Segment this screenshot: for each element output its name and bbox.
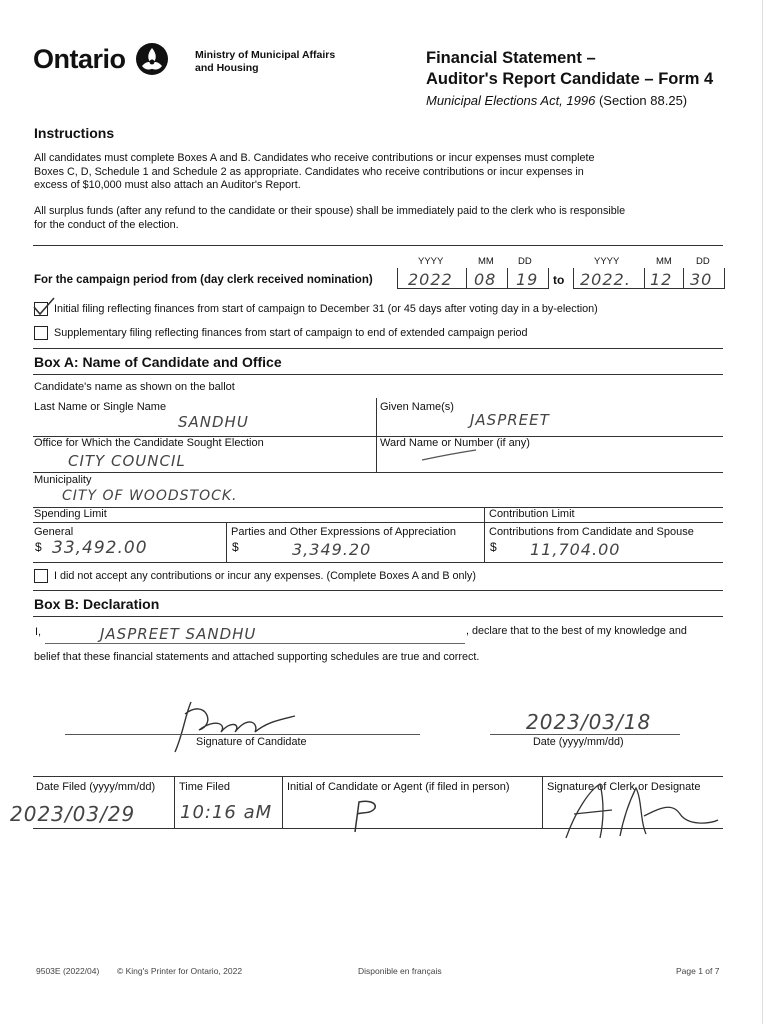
trillium-icon [135, 42, 169, 76]
general-divider [226, 522, 227, 562]
ministry-line-2: and Housing [195, 62, 259, 74]
act-reference [426, 90, 713, 111]
period-label: For the campaign period from (day clerk received nomination) [34, 274, 373, 286]
box-a-heading-rule [33, 374, 723, 375]
signature-line [65, 734, 420, 735]
checkmark-icon [30, 296, 56, 318]
filed-top-rule [33, 776, 723, 777]
footer-french-available: Disponible en français [358, 966, 442, 976]
box-b-heading-rule [33, 616, 723, 617]
date-line [490, 734, 680, 735]
general-label: General [34, 526, 74, 538]
contributions-label: Contributions from Candidate and Spouse [489, 526, 694, 538]
from-year-value: 2022 [408, 270, 453, 289]
ministry-line-1: Ministry of Municipal Affairs [195, 49, 336, 61]
initial-label: Initial of Candidate or Agent (if filed in person) [287, 781, 510, 793]
ontario-logo [33, 44, 126, 75]
declaration-date-value[interactable]: 2023/03/18 [526, 710, 652, 734]
initial-value[interactable] [345, 796, 385, 839]
box-b-top-rule [33, 590, 723, 591]
no-contributions-checkbox[interactable] [34, 569, 48, 583]
period-dd-header-from: DD [518, 256, 532, 267]
general-value[interactable]: 33,492.00 [52, 538, 148, 558]
municipality-value[interactable]: CITY OF WOODSTOCK. [62, 488, 238, 504]
filed-divider-1 [174, 776, 175, 828]
parties-divider [484, 507, 485, 562]
municipality-row-rule [33, 507, 723, 508]
contribution-limit-label: Contribution Limit [489, 508, 575, 520]
given-name-label: Given Name(s) [380, 401, 454, 413]
office-row-rule [33, 472, 723, 473]
supplementary-filing-checkbox[interactable] [34, 326, 48, 340]
contributions-currency: $ [490, 540, 497, 554]
instructions-p1-line2: Boxes C, D, Schedule 1 and Schedule 2 as appropriate. Candidates who receive contributions or incur expenses in [34, 165, 584, 178]
box-a-top-rule [33, 348, 723, 349]
act-section: (Section 88.25) [598, 93, 688, 108]
period-yyyy-header-from: YYYY [418, 256, 444, 267]
instructions-heading: Instructions [34, 125, 115, 141]
limit-subrule [33, 522, 723, 523]
ministry-name [195, 49, 335, 75]
given-name-value[interactable]: JASPREET [470, 411, 550, 429]
parties-label: Parties and Other Expressions of Appreciation [231, 526, 457, 538]
instructions-p1-line3: excess of $10,000 must also attach an Auditor's Report. [34, 179, 301, 191]
time-filed-label: Time Filed [179, 781, 230, 793]
period-mm-header-to: MM [656, 256, 672, 267]
last-name-label: Last Name or Single Name [34, 401, 167, 413]
to-year-value: 2022. [580, 270, 631, 289]
period-yyyy-header-to: YYYY [594, 256, 620, 267]
period-dd-header-to: DD [696, 256, 710, 267]
declare-text: , declare that to the best of my knowledge and [466, 625, 687, 637]
instructions-p2-line1: All surplus funds (after any refund to the candidate or their spouse) shall be immediately paid to the clerk who is responsible [34, 205, 626, 217]
scan-edge [762, 0, 763, 1024]
filed-divider-2 [282, 776, 283, 828]
instructions-p2-line2: for the conduct of the election. [34, 218, 179, 231]
period-to-label: to [553, 273, 565, 287]
declarant-line [45, 643, 465, 644]
ward-dash-mark [420, 448, 480, 462]
filed-divider-3 [542, 776, 543, 828]
act-name: Municipal Elections Act, 1996 [426, 93, 596, 108]
date-filed-value[interactable]: 2023/03/29 [10, 802, 136, 826]
footer-copyright: © King's Printer for Ontario, 2022 [117, 966, 243, 976]
ontario-wordmark: Ontario [33, 44, 126, 74]
footer-form-number: 9503E (2022/04) [36, 966, 100, 976]
declaration-i: I, [35, 626, 42, 638]
from-day-value: 19 [516, 270, 539, 289]
clerk-signature-label: Signature of Clerk or Designate [547, 781, 701, 793]
clerk-signature-value[interactable] [560, 780, 720, 845]
box-b-heading: Box B: Declaration [34, 596, 160, 612]
instructions-paragraph-2 [34, 205, 625, 232]
office-divider [376, 436, 377, 472]
date-filed-label: Date Filed (yyyy/mm/dd) [36, 781, 156, 793]
time-filed-value[interactable]: 10:16 aM [180, 802, 273, 823]
parties-currency: $ [232, 540, 239, 554]
name-divider [376, 398, 377, 436]
spending-limit-label: Spending Limit [34, 508, 107, 520]
last-name-value[interactable]: SANDHU [178, 413, 249, 431]
form-title [426, 48, 713, 111]
footer-page-number: Page 1 of 7 [676, 966, 720, 976]
limits-row-rule [33, 562, 723, 563]
office-value[interactable]: CITY COUNCIL [68, 452, 186, 470]
clerk-scribble [560, 780, 720, 840]
signature-label: Signature of Candidate [196, 736, 307, 748]
from-month-value: 08 [474, 270, 497, 289]
declarant-name[interactable]: JASPREET SANDHU [100, 625, 257, 643]
instructions-p1-line1: All candidates must complete Boxes A and B. Candidates who receive contributions or incur expenses must complete [34, 152, 595, 164]
supplementary-filing-label: Supplementary filing reflecting finances from start of campaign to end of extended campaign period [54, 327, 528, 339]
to-day-value: 30 [690, 270, 713, 289]
ward-label: Ward Name or Number (if any) [380, 437, 530, 449]
date-label: Date (yyyy/mm/dd) [533, 736, 624, 748]
office-label: Office for Which the Candidate Sought Election [34, 437, 264, 449]
title-line-1: Financial Statement – [426, 49, 596, 67]
general-currency: $ [35, 540, 42, 554]
candidate-signature[interactable] [155, 694, 305, 761]
parties-value[interactable]: 3,349.20 [292, 540, 372, 559]
initial-filing-label: Initial filing reflecting finances from start of campaign to December 31 (or 45 days after voting day in a by-election) [54, 303, 598, 315]
title-line-2: Auditor's Report Candidate – Form 4 [426, 70, 714, 88]
box-a-heading: Box A: Name of Candidate and Office [34, 354, 282, 370]
to-month-value: 12 [650, 270, 673, 289]
period-mm-header-from: MM [478, 256, 494, 267]
contributions-value[interactable]: 11,704.00 [530, 540, 621, 559]
belief-text: belief that these financial statements and attached supporting schedules are true and correct. [34, 651, 480, 663]
no-contributions-label: I did not accept any contributions or incur any expenses. (Complete Boxes A and B only) [54, 570, 476, 582]
candidate-name-caption: Candidate's name as shown on the ballot [34, 381, 235, 393]
municipality-label: Municipality [34, 474, 92, 486]
filed-bottom-rule [33, 828, 723, 829]
instructions-paragraph-1 [34, 152, 595, 193]
divider [33, 245, 723, 246]
